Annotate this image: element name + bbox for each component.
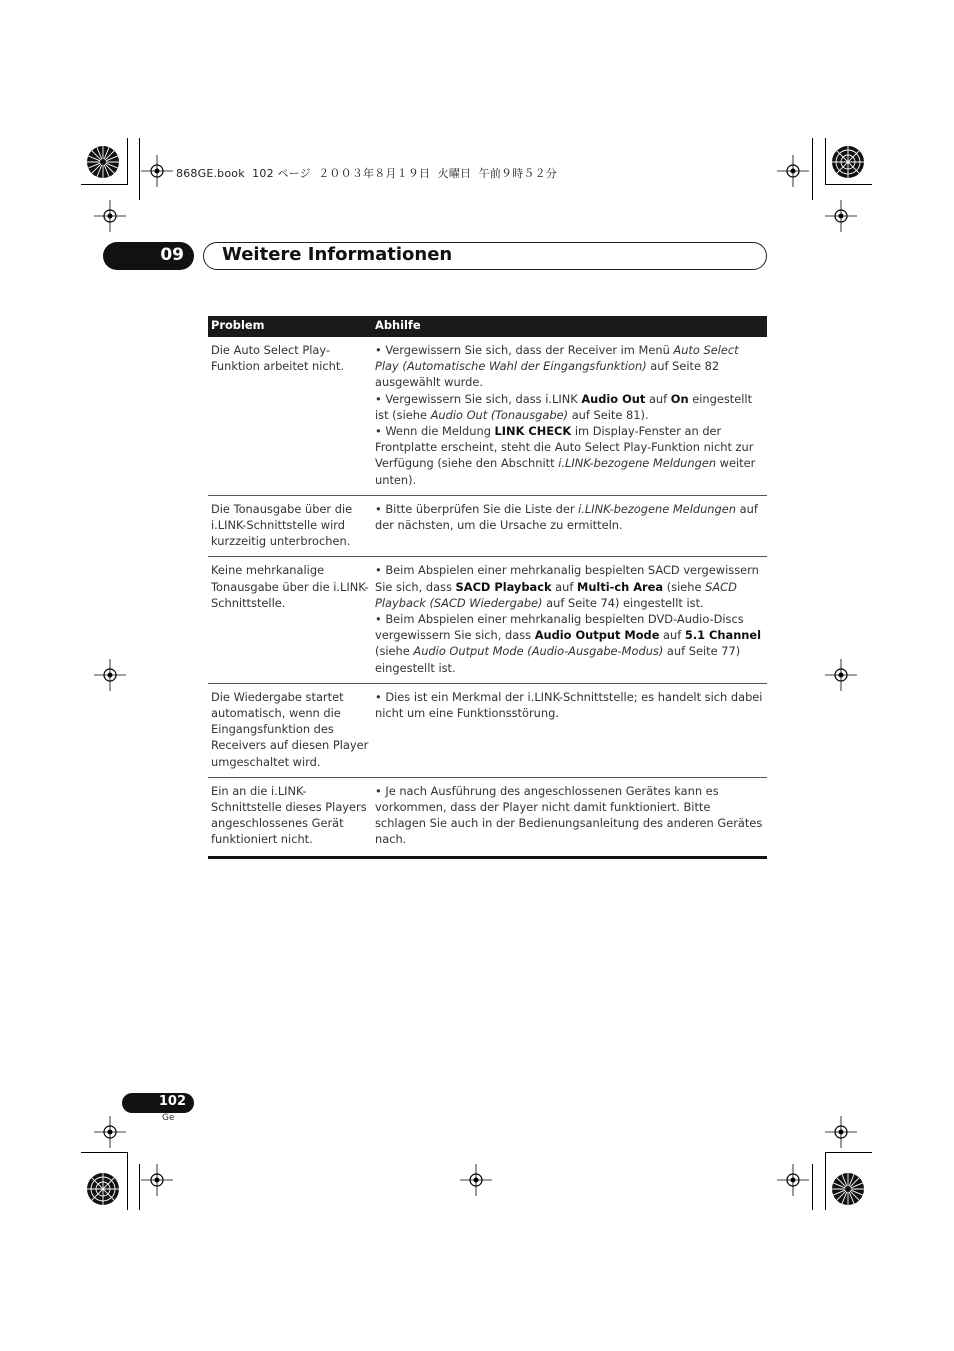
bold-term: On [670,391,689,406]
remedy-text: auf Seite 74) eingestellt ist. [542,595,704,610]
bold-term: Audio Out [581,391,646,406]
chapter-number: 09 [160,245,184,265]
remedy-text: auf Seite 82 ausgewählt wurde. [375,359,720,390]
problem-cell: Die Tonausgabe über die i.LINK-Schnittstelle wird kurzzeitig unterbrochen. [208,495,372,557]
problem-cell: Die Auto Select Play-Funktion arbeitet nicht. [208,337,372,495]
table-row [208,683,767,777]
remedy-text: • Vergewissern Sie sich, dass der Receiver im Menü [375,343,674,357]
italic-reference: Auto Select Play (Automatische Wahl der Eingangsfunktion) [375,343,739,374]
remedy-cell [372,683,767,777]
remedy-text: (siehe [663,579,706,594]
remedy-text: auf Seite 77) eingestellt ist. [375,644,741,675]
page-number: 102 [158,1094,186,1109]
remedy-text: • Dies ist ein Merkmal der i.LINK-Schnittstelle; es handelt sich dabei nicht um eine Funktionsstörung. [375,689,763,721]
sunburst-target-icon [831,1172,865,1206]
problem-cell: Keine mehrkanalige Tonausgabe über die i.LINK-Schnittstelle. [208,557,372,683]
problem-cell: Die Wiedergabe startet automatisch, wenn die Eingangsfunktion des Receivers auf diesen Player umgeschaltet wird. [208,683,372,777]
italic-reference: i.LINK-bezogene Meldungen [578,501,736,516]
remedy-item [375,562,764,611]
troubleshooting-table [208,316,767,859]
page-number-badge [122,1093,194,1113]
remedy-item [375,391,764,423]
sunburst-target-icon [86,145,120,179]
remedy-item [375,342,764,391]
remedy-text: auf der nächsten, um die Ursache zu ermitteln. [375,501,758,533]
table-row [208,495,767,557]
remedy-text: • Beim Abspielen einer mehrkanalig bespielten DVD-Audio-Discs vergewissern Sie sich, dass [375,612,744,643]
remedy-cell [372,777,767,857]
table-body [208,337,767,857]
remedy-text: • Vergewissern Sie sich, dass i.LINK [375,391,582,406]
remedy-text: • Bitte überprüfen Sie die Liste der [375,501,579,516]
chapter-badge [103,242,194,270]
sunburst-target-icon [86,1172,120,1206]
table-row [208,337,767,495]
remedy-item [375,501,764,533]
print-header: 868GE.book 102 ページ ２００３年８月１９日 火曜日 午前９時５２分 [176,167,558,180]
italic-reference: SACD Playback (SACD Wiedergabe) [375,579,737,610]
italic-reference: Audio Output Mode (Audio-Ausgabe-Modus) [413,644,664,659]
remedy-text: (siehe [375,644,414,659]
remedy-text: • Wenn die Meldung [375,424,495,439]
remedy-text: • Beim Abspielen einer mehrkanalig bespielten SACD vergewissern Sie sich, dass [375,563,759,594]
page-language-code: Ge [162,1113,175,1123]
remedy-item [375,423,764,488]
remedy-text: im Display-Fenster an der Frontplatte erscheint, steht die Auto Select Play-Funktion nicht zur Verfügung (siehe den Abschnitt [375,424,754,471]
bold-term: Audio Output Mode [534,628,660,643]
table-header-row [208,316,767,337]
remedy-cell [372,495,767,557]
table-row [208,557,767,683]
bold-term: 5.1 Channel [684,628,762,643]
chapter-title: Weitere Informationen [222,244,453,265]
remedy-text: auf [659,628,685,643]
table-row [208,777,767,857]
remedy-item [375,611,764,676]
remedy-cell [372,557,767,683]
column-header-remedy: Abhilfe [372,316,767,337]
remedy-text: eingestellt ist (siehe [375,391,753,422]
remedy-text: auf [551,579,577,594]
remedy-text: auf Seite 81). [568,407,649,422]
remedy-text: • Je nach Ausführung des angeschlossenen Gerätes kann es vorkommen, dass der Player nicht damit funktioniert. Bitte schlagen Sie auch in der Bedienungsanleitung des anderen Gerätes nach. [375,783,763,847]
column-header-problem: Problem [208,316,372,337]
bold-term: LINK CHECK [494,424,572,439]
bold-term: SACD Playback [455,579,552,594]
remedy-item [375,689,764,721]
sunburst-target-icon [831,145,865,179]
italic-reference: i.LINK-bezogene Meldungen [558,456,717,471]
remedy-text: auf [645,391,671,406]
remedy-cell [372,337,767,495]
italic-reference: Audio Out (Tonausgabe) [430,407,569,422]
chapter-header [203,242,767,270]
remedy-item [375,783,764,848]
problem-cell: Ein an die i.LINK-Schnittstelle dieses Players angeschlossenes Gerät funktioniert nicht. [208,777,372,857]
remedy-text: weiter unten). [375,456,756,487]
bold-term: Multi-ch Area [576,579,664,594]
